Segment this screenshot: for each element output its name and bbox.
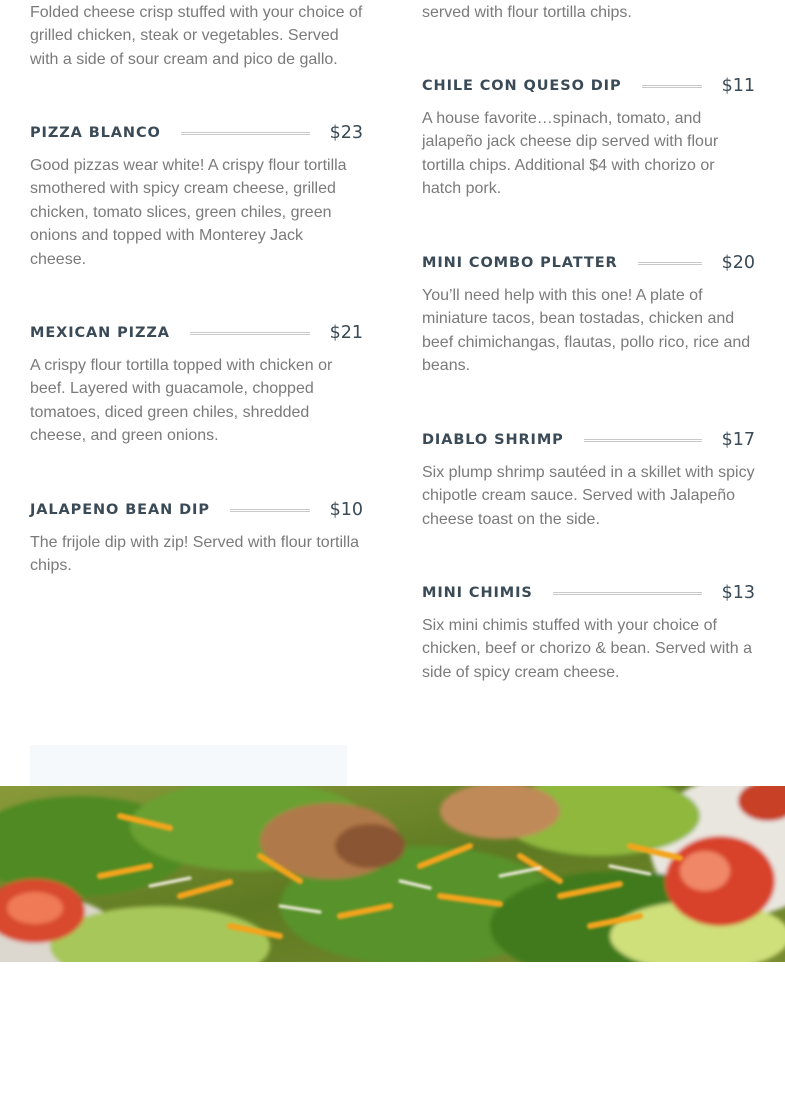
menu-item-description: Six mini chimis stuffed with your choice of chicken, beef or chorizo & bean. Served with a side of spicy cream cheese. xyxy=(422,617,752,681)
menu-item-price: $21 xyxy=(329,323,363,343)
menu-item-description: A house favorite…spinach, tomato, and jalapeño jack cheese dip served with flour tortilla chips. Additional $4 with chorizo or hatch pork. xyxy=(422,110,719,198)
menu-item-name: CHILE CON QUESO DIP xyxy=(422,78,622,94)
menu-item-pizza-blanco xyxy=(30,121,363,271)
menu-item-diablo-shrimp xyxy=(422,428,755,531)
leader-line xyxy=(553,592,702,595)
salad-photo-banner xyxy=(0,786,785,962)
menu-item-description: A crispy flour tortilla topped with chicken or beef. Layered with guacamole, chopped tomatoes, diced green chiles, shredded cheese, and green onions. xyxy=(30,357,333,445)
leader-line xyxy=(584,439,702,442)
leader-line xyxy=(190,332,310,335)
menu-item-name: MINI CHIMIS xyxy=(422,585,533,601)
menu-item-mexican-pizza xyxy=(30,321,363,448)
menu-item-price: $20 xyxy=(721,253,755,273)
menu-item-price: $23 xyxy=(329,123,363,143)
menu-item-description-partial: served with flour tortilla chips. xyxy=(422,4,632,21)
menu-item-description: The frijole dip with zip! Served with flour tortilla chips. xyxy=(30,534,360,575)
menu-item-description: Good pizzas wear white! A crispy flour tortilla smothered with spicy cream cheese, grilled chicken, tomato slices, green chiles, green onions and topped with Monterey Jack cheese. xyxy=(30,157,347,268)
menu-item-price: $17 xyxy=(721,430,755,450)
leader-line xyxy=(230,509,310,512)
menu-item-price: $13 xyxy=(721,583,755,603)
menu-item-price: $10 xyxy=(329,500,363,520)
menu-item-name: PIZZA BLANCO xyxy=(30,125,161,141)
menu-item-name: MEXICAN PIZZA xyxy=(30,325,170,341)
menu-item-name: JALAPENO BEAN DIP xyxy=(30,502,210,518)
menu-item-description-partial: Folded cheese crisp stuffed with your choice of grilled chicken, steak or vegetables. Served with a side of sour cream and pico de gallo. xyxy=(30,4,363,68)
leader-line xyxy=(181,132,310,135)
salad-photo xyxy=(0,786,785,962)
menu-item-price: $11 xyxy=(721,76,755,96)
menu-item-name: MINI COMBO PLATTER xyxy=(422,255,618,271)
menu-item-mini-combo-platter xyxy=(422,251,755,378)
menu-item-mini-chimis xyxy=(422,581,755,684)
menu-item-description: Six plump shrimp sautéed in a skillet with spicy chipotle cream sauce. Served with Jalapeño cheese toast on the side. xyxy=(422,464,755,528)
menu-item-jalapeno-bean-dip xyxy=(30,498,363,578)
menu-item-name: DIABLO SHRIMP xyxy=(422,432,564,448)
leader-line xyxy=(638,262,702,265)
faded-panel xyxy=(30,745,347,787)
menu-item-description: You’ll need help with this one! A plate of miniature tacos, bean tostadas, chicken and beef chimichangas, flautas, pollo rico, rice and beans. xyxy=(422,287,751,375)
menu-item-chile-con-queso-dip xyxy=(422,74,755,201)
leader-line xyxy=(642,85,702,88)
